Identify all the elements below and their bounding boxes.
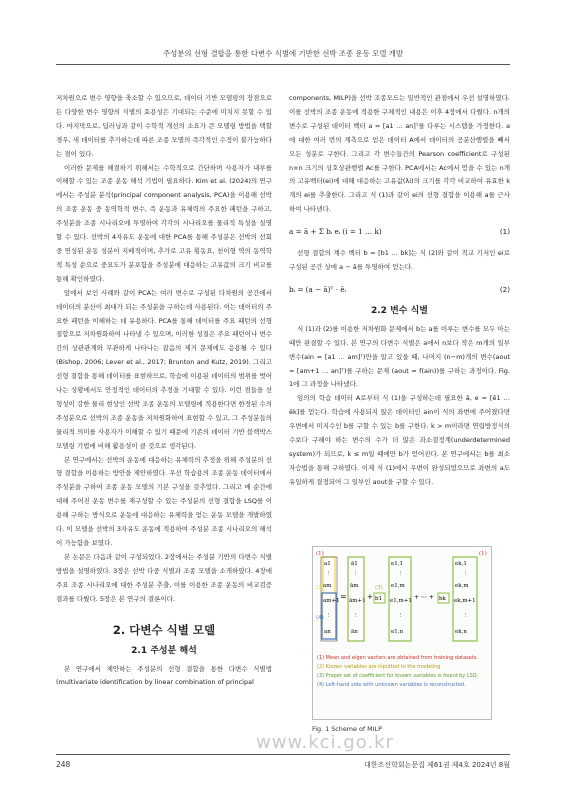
right-paragraph-1: components, MILP)을 선박 조종모드는 일반적인 관점에서 우선 설명하였다. 이를 선박의 조종 운동에 적용한 구체적인 내용은 이후 4장에서 다뤘다. n개의 변수로 구성된 데이터 벡터 a = [a1 … an]ᵀ를 다루는 시스템을 가정한다. a에 대한 여러 번의 계측으로 얻은 데이터 A에서 데이터의 공분산행렬을 빼서 모든 성분로 구한다. 그리고 각 변수들간의 Pearson coefficient로 구성된 n×n 크기의 상호상관행렬 Ac를 구한다. PCA에서는 Ac에서 얻을 수 있는 n개의 고유벡터(ei)에 대해 대응하는 고유값(λi)의 크기를 각각 비교하여 유효한 k개의 ei를 추출한다. 그리고 식 (1)과 같이 ei의 선형 결합을 이용해 a를 근사하여 나타낸다. <box>289 94 510 214</box>
lhs-el-1: ⋮ <box>326 571 332 577</box>
milp-scheme-diagram <box>313 547 491 719</box>
page-number: 248 <box>56 760 71 769</box>
left-paragraph-3: 앞에서 보인 사례와 같이 PCA는 여러 변수로 구성된 다차원의 공간에서 데이터의 분산이 최대가 되는 주성분을 구하는데 사용된다. 이는 데이터의 주요한 패턴을 이해하는 데 유용하다. PCA를 통해 데이터를 주요 패턴의 선형결합으로 저차원화하여 나타낼 수 있으며, 이러한 성질은 주요 패턴이나 변수간의 상관관계와 무관하게 나타나는 잡음의 제거 문제에도 응용될 수 있다 (Bishop, 2006; Lever et al., 2017; Brunton and Kutz, 2019). 그리고 선형 결합을 통해 데이터를 표현하므로, 학습에 이용된 데이터의 범위를 벗어나는 상황에서도 안정적인 데이터의 추정을 기대할 수 있다. 이런 점들을 선형성이 강한 물리 현상인 선박 조종 운동의 모델링에 적용한다면 한정된 수의 주성분으로 선박의 조종 운동을 저차원화하여 표현할 수 있고, 그 주성분들의 물리적 의미를 사용자가 이해할 수 있기 때문에 기존의 데이터 기반 블랙박스 모델링 기법에 비해 활용성이 클 것으로 생각된다. <box>56 288 272 450</box>
e1-el-5: e1,n <box>391 629 404 635</box>
coef-bk: bk <box>439 596 446 602</box>
left-paragraph-2: 이러한 문제를 해결하기 위해서는 수학적으로 간단하며 사용자가 내부를 이해할 수 있는 조종 운동 해석 기법이 필요하다. Kim et al. (2024)의 연구에서는 주성분 분석(principal component analysis, PCA)을 이용해 선박의 조종 운동 중 동역학적 변수, 즉 운동과 유체력의 주요한 패턴을 구하고, 주성분을 조종 시나리오에 투영하여 각각의 시나리오를 물리적 특성을 설명할 수 있다. 선박의 4자유도 운동에 대한 PCA를 통해 주성분은 선박의 선회 중 연성된 운동 성분이 지배적이며, 추가로 고유 횡동요, 천이형 역의 동역학적 특성 순으로 중요도가 분포함을 주성분에 대응하는 고유값의 크기 비교를 통해 확인하였다. <box>56 163 272 283</box>
equation-1-body: a = ā + Σ bᵢ eᵢ (i = 1 … k) <box>289 227 382 237</box>
e1-el-0: e1,1 <box>391 561 404 567</box>
left-paragraph-5: 본 논문은 다음과 같이 구성되었다. 2장에서는 주성분 기반의 다변수 식별 방법을 설명하였다. 3장은 선박 다중 식별과 조종 모델을 소개하였다. 4장에 주요 조종 시나리오에 대한 주성분 추출, 이를 이용한 조종 운동의 비교검증 결과를 다뤘다. 5장은 본 연구의 결론이다. <box>56 552 272 603</box>
mean-el-5: ān <box>351 629 358 635</box>
running-title: 주성분의 선형 결합을 통한 다변수 식별에 기반한 선박 조종 운동 모델 개발 <box>162 49 404 58</box>
e1-el-3: e1,m+1 <box>390 598 412 604</box>
equation-2-body: bᵢ = (a − ā)ᵀ · êᵢ <box>289 284 346 294</box>
lhs-el-3: am+1 <box>323 598 340 604</box>
section-heading-2: 2. 다변수 식별 모델 <box>112 622 216 637</box>
mean-el-1: ⋮ <box>353 571 359 577</box>
fig-label-4: (4) <box>316 615 324 621</box>
right-paragraph-4: 임의의 학습 데이터 A로부터 식 (1)을 구성하는데 필요한 ā, e = [ê1 … êk]를 얻는다. 학습에 사용되지 않은 데이터인 ain이 식의 좌변에 주어졌다면 우변에서 미지수인 b를 구할 수 있는 b를 구한다. k > m이라면 연립방정식의 수보다 구해야 하는 변수의 수가 더 많은 과소결정계(underdetermined system)가 되므로, k ≤ m일 때에만 b가 얻어진다. 본 연구에서는 b를 최소자승법을 통해 구하였다. 이제 식 (1)에서 우변이 완성되었으므로 좌변의 a도 유일하게 결정되어 그 일부인 aout을 구할 수 있다. <box>289 394 510 486</box>
fig-label-1b: (1) <box>479 551 487 557</box>
subsection-heading-2-1: 2.1 주성분 해석 <box>131 645 197 656</box>
fig-label-1: (1) <box>316 551 324 557</box>
ek-el-0: ek,1 <box>455 561 467 567</box>
left-paragraph-6: 본 연구에서 제안하는 주성분의 선형 결합을 통한 다변수 식별법(multivariate identification by linear combination of principal <box>56 664 272 687</box>
subsection-heading-2-2: 2.2 변수 식별 <box>371 305 428 316</box>
ek-el-2: ek,m <box>455 583 469 589</box>
right-column <box>289 92 510 490</box>
plus-sign-1: + <box>367 593 373 601</box>
left-column <box>56 92 272 690</box>
e1-el-4: ⋮ <box>398 613 404 619</box>
equation-2 <box>289 283 510 297</box>
ek-el-3: ek,m+1 <box>454 598 476 604</box>
equation-1-number: (1) <box>499 227 510 237</box>
ek-el-5: ek,n <box>455 629 467 635</box>
e1-el-1: ⋮ <box>398 571 404 577</box>
equation-2-number: (2) <box>499 284 510 294</box>
fig-label-2: (2) <box>316 585 324 591</box>
ek-el-1: ⋮ <box>463 571 469 577</box>
lhs-el-4: ⋮ <box>326 613 332 619</box>
left-paragraph-1: 저차원으로 변수 영향을 축소할 수 있으므로, 데이터 기반 모델링의 장점으로 든 다양한 변수 영향의 식별의 효용성은 기대되는 수준에 미치지 못할 수 있다. 마지막으로, 딥러닝과 같이 수학적 개선의 소요가 큰 모델링 방법을 택할 경우, 새 데이터를 추가하는데 따른 조종 모델의 즉각적인 수정이 불가능하다는 점이 있다. <box>56 94 272 158</box>
right-paragraph-3: 식 (1)과 (2)를 이용한 저차원화 문제에서 b는 a를 이루는 변수를 모두 아는 때만 완결할 수 있다. 본 연구의 다변수 식별은 a에서 n보다 작은 m개의 일부 변수(ain = [a1 … am]ᵀ)만을 알고 있을 때, 나머지 (n−m)개의 변수(aout = [am+1 … an]ᵀ)를 구하는 문제 (aout = f(ain))를 구하는 과정이다. Fig. 1에 그 과정을 나타냈다. <box>289 324 510 389</box>
ek-el-4: ⋮ <box>463 613 469 619</box>
e1-el-2: e1,m <box>391 583 405 589</box>
lhs-el-5: an <box>324 629 331 635</box>
equals-sign: = <box>340 592 347 601</box>
lhs-el-0: a1 <box>324 561 331 567</box>
right-paragraph-2: 선형 결합의 계수 벡터 b = [b1 … bk]는 식 (2)와 같이 직교 기저인 ei로 구성된 공간 상에 a − ā를 투영하여 얻는다. <box>289 249 510 271</box>
fig-label-3: (3) <box>375 585 383 591</box>
mean-el-4: ⋮ <box>353 613 359 619</box>
figure-1-caption: Fig. 1 Scheme of MILP <box>312 725 382 733</box>
lhs-el-2: am <box>323 583 332 589</box>
legend-item-1: (1) Mean and eigen vectors are obtained from training datasets. <box>317 655 479 661</box>
header-rule <box>56 64 510 65</box>
legend-item-3: (3) Proper set of coefficient for known variables is found by LSQ. <box>317 673 479 679</box>
legend-item-4: (4) Left-hand side with unknown variables is reconstructed. <box>317 682 466 688</box>
coef-b1: b1 <box>375 596 383 602</box>
mean-el-3: ām+1 <box>349 598 366 604</box>
plus-dots: + ⋯ + <box>414 594 434 601</box>
footer-rule <box>56 754 510 755</box>
watermark: www.kci.go.kr <box>256 732 394 753</box>
mean-el-0: ā1 <box>351 561 358 567</box>
equation-1 <box>289 225 510 239</box>
mean-el-2: ām <box>350 583 359 589</box>
left-paragraph-4: 본 연구에서는 선박의 운동에 대응하는 유체력의 추정을 위해 주성분의 선형 결합을 이용하는 방안을 제안하였다. 우선 학습용의 조종 운동 데이터에서 주성분을 구하여 조종 운동 모델의 기본 구성을 갖추었다. 그리고 매 순간에 대해 주어진 운동 변수를 재구성할 수 있는 주성분의 선형 결합을 LSQ를 이용해 구하는 방식으로 운동에 대응하는 유체력을 얻는 운동 모델을 개발하였다. 이 모델을 선박의 3자유도 운동에 적용하여 주성분 조종 시나리오의 해석이 가능함을 보였다. <box>56 455 272 547</box>
journal-footer: 대한조선학회논문집 제61권 제4호 2024년 8월 <box>364 761 510 769</box>
figure-1 <box>312 546 492 720</box>
legend-item-2: (2) Known variables are inputted to the modeling. <box>317 664 443 670</box>
